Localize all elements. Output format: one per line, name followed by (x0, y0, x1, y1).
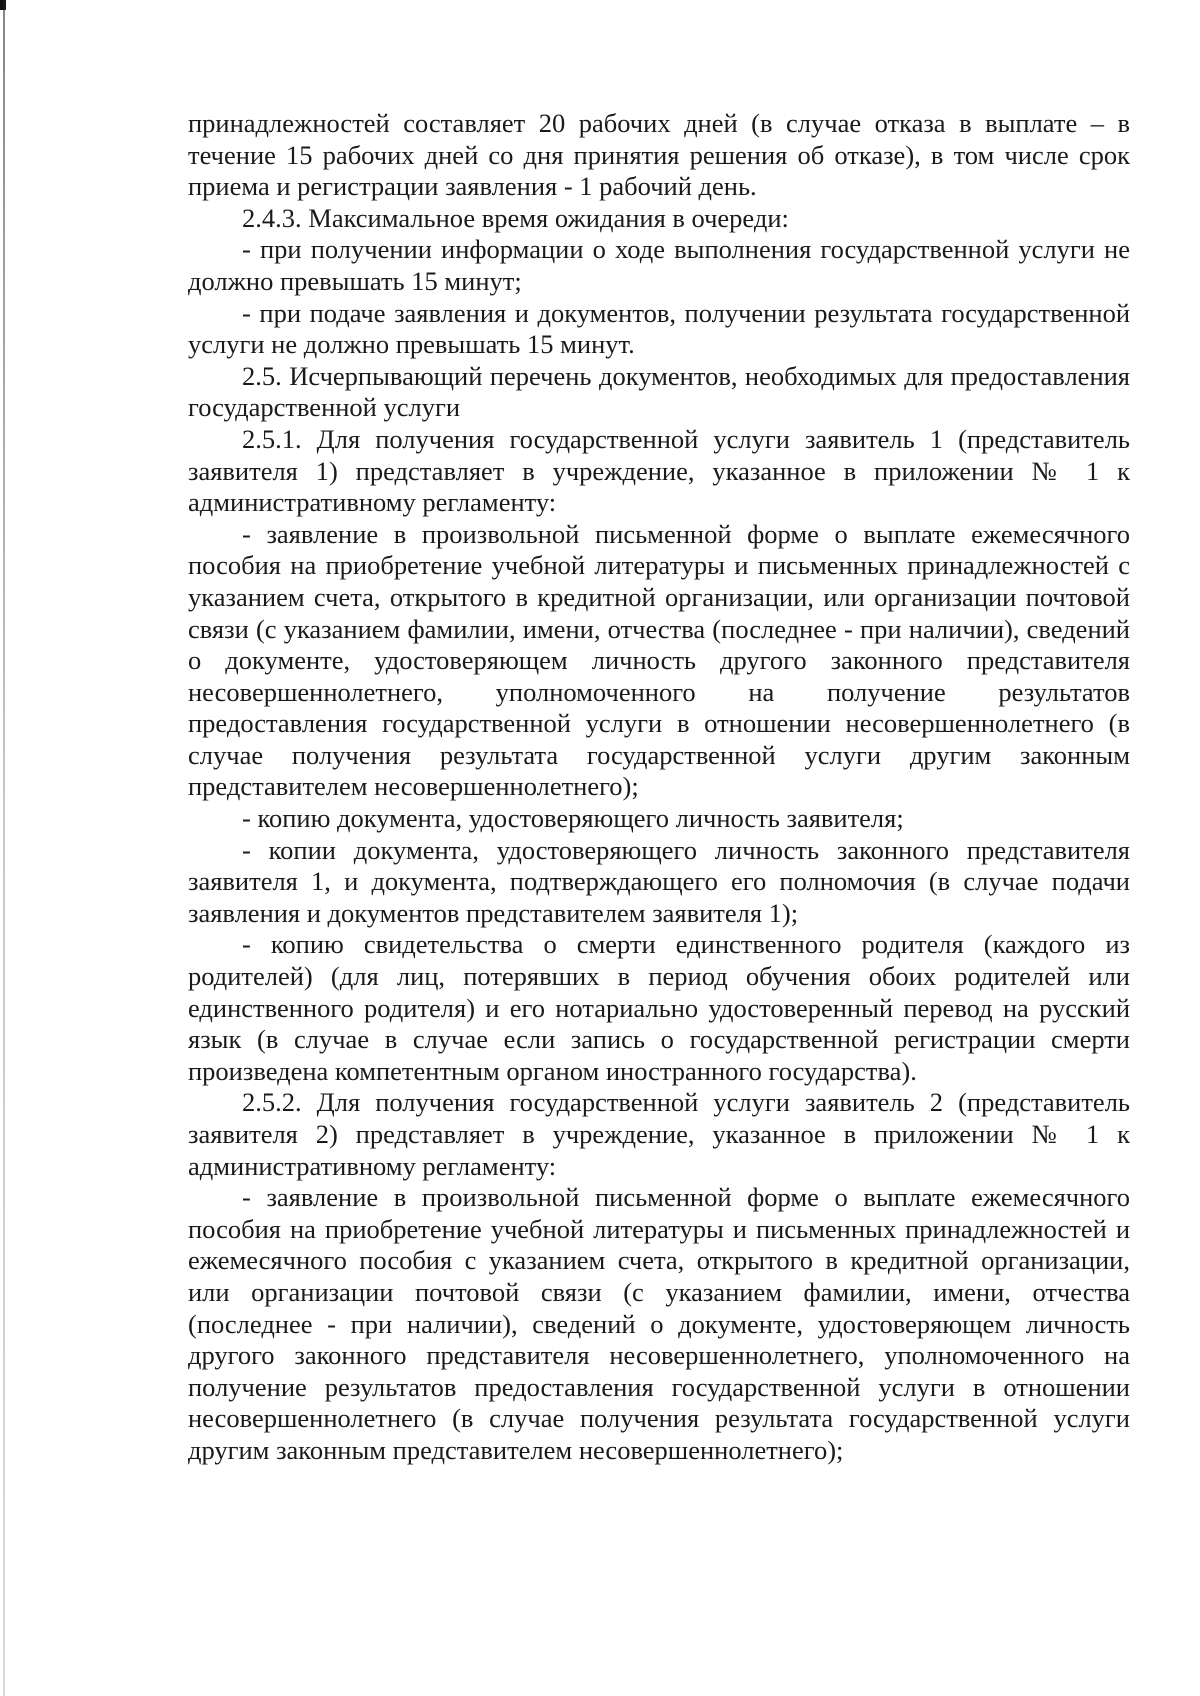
list-item-representative-docs: - копии документа, удостоверяющего личность законного представителя заявителя 1, и документа, подтверждающего его полномочия (в случае подачи заявления и документов представителем заявителя 1); (188, 834, 1130, 928)
list-item-application-1: - заявление в произвольной письменной форме о выплате ежемесячного пособия на приобретение учебной литературы и письменных принадлежностей с указанием счета, открытого в кредитной организации, или организации почтовой связи (с указанием фамилии, имени, отчества (последнее - при наличии), сведений о документе, удостоверяющем личность другого законного представителя несовершеннолетнего, уполномоченного на получение результатов предоставления государственной услуги в отношении несовершеннолетнего (в случае получения результата государственной услуги другим законным представителем несовершеннолетнего); (188, 518, 1130, 802)
list-item-death-certificate: - копию свидетельства о смерти единственного родителя (каждого из родителей) (для лиц, потерявших в период обучения обоих родителей или единственного родителя) и его нотариально удостоверенный перевод на русский язык (в случае в случае если запись о государственной регистрации смерти произведена компетентным органом иностранного государства). (188, 929, 1130, 1086)
document-page (188, 108, 1130, 1467)
paragraph-2-5-heading: 2.5. Исчерпывающий перечень документов, необходимых для предоставления государственной услуги (188, 360, 1130, 423)
scan-edge-line (3, 0, 5, 1696)
paragraph-2-5-1: 2.5.1. Для получения государственной услуги заявитель 1 (представитель заявителя 1) представляет в учреждение, указанное в приложении № 1 к административному регламенту: (188, 423, 1130, 518)
paragraph-2-5-2: 2.5.2. Для получения государственной услуги заявитель 2 (представитель заявителя 2) представляет в учреждение, указанное в приложении № 1 к административному регламенту: (188, 1087, 1130, 1181)
paragraph-2-4-3-heading: 2.4.3. Максимальное время ожидания в очереди: (242, 202, 789, 233)
list-item-id-copy: - копию документа, удостоверяющего личность заявителя; (242, 803, 904, 834)
paragraph-wait-submission: - при подаче заявления и документов, получении результата государственной услуги не должно превышать 15 минут. (188, 297, 1130, 360)
paragraph-wait-info: - при получении информации о ходе выполнения государственной услуги не должно превышать 15 минут; (188, 234, 1130, 296)
paragraph-processing-term: принадлежностей составляет 20 рабочих дней (в случае отказа в выплате – в течение 15 рабочих дней со дня принятия решения об отказе), в том числе срок приема и регистрации заявления - 1 рабочий день. (188, 108, 1130, 202)
list-item-application-2: - заявление в произвольной письменной форме о выплате ежемесячного пособия на приобретение учебной литературы и письменных принадлежностей и ежемесячного пособия с указанием счета, открытого в кредитной организации, или организации почтовой связи (с указанием фамилии, имени, отчества (последнее - при наличии), сведений о документе, удостоверяющем личность другого законного представителя несовершеннолетнего, уполномоченного на получение результатов предоставления государственной услуги в отношении несовершеннолетнего (в случае получения результата государственной услуги другим законным представителем несовершеннолетнего); (188, 1182, 1130, 1465)
